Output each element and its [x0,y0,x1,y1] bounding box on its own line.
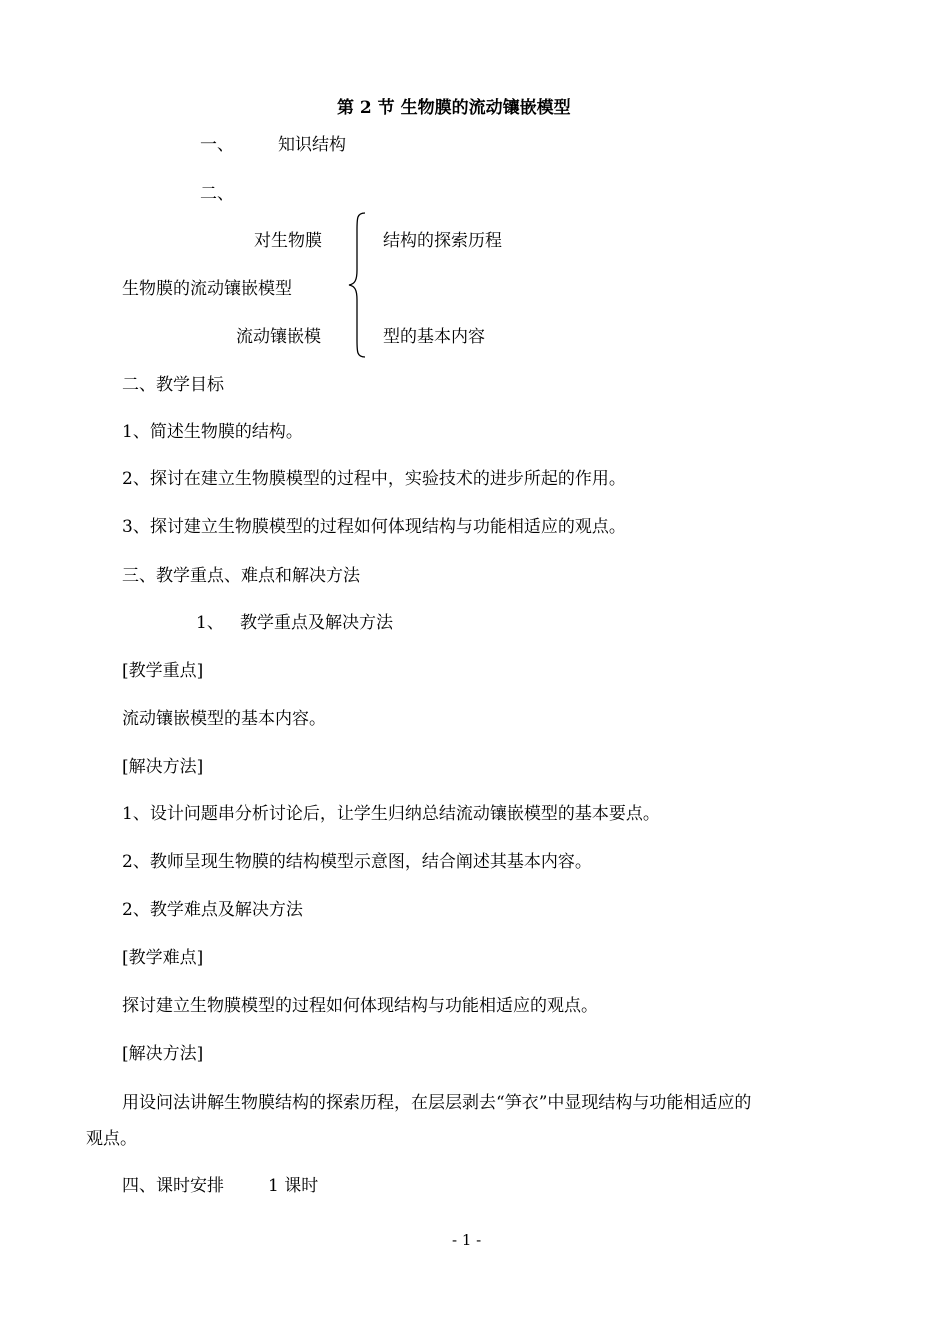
section-4-value: 1 课时 [268,1176,319,1196]
section-4-label: 四、课时安排 [122,1176,224,1196]
goal-item-3: 3、探讨建立生物膜模型的过程如何体现结构与功能相适应的观点。 [122,517,626,537]
subsection-1-number: 1、 [196,613,224,633]
section-2-heading: 二、教学目标 [122,375,224,395]
diagram-left-main: 生物膜的流动镶嵌模型 [122,279,292,299]
difficulty-text: 探讨建立生物膜模型的过程如何体现结构与功能相适应的观点。 [122,996,598,1016]
diagram-right-bottom: 型的基本内容 [383,327,485,347]
method-2-label: [解决方法] [122,1044,204,1064]
subsection-2-title: 2、教学难点及解决方法 [122,900,303,920]
method-2-text-line-2: 观点。 [86,1129,137,1149]
page-number: - 1 - [452,1231,482,1249]
method-item-1: 1、设计问题串分析讨论后，让学生归纳总结流动镶嵌模型的基本要点。 [122,804,660,824]
goal-item-2: 2、探讨在建立生物膜模型的过程中，实验技术的进步所起的作用。 [122,469,626,489]
difficulty-label: [教学难点] [122,948,204,968]
method-label: [解决方法] [122,757,204,777]
diagram-left-bottom: 流动镶嵌模 [236,327,321,347]
section-3-heading: 三、教学重点、难点和解决方法 [122,566,360,586]
key-point-text: 流动镶嵌模型的基本内容。 [122,709,326,729]
method-item-2: 2、教师呈现生物膜的结构模型示意图，结合阐述其基本内容。 [122,852,592,872]
curly-brace-icon [345,212,369,358]
diagram-right-top: 结构的探索历程 [383,231,502,251]
page-title: 第 2 节 生物膜的流动镶嵌模型 [337,98,571,118]
outline-1-number: 一、 [200,135,234,155]
subsection-1-title: 教学重点及解决方法 [240,613,393,633]
key-point-label: [教学重点] [122,661,204,681]
outline-2-number: 二、 [200,184,234,204]
outline-1-text: 知识结构 [278,135,346,155]
method-2-text-line-1: 用设问法讲解生物膜结构的探索历程，在层层剥去“笋衣”中显现结构与功能相适应的 [122,1093,752,1113]
goal-item-1: 1、简述生物膜的结构。 [122,422,303,442]
diagram-left-top: 对生物膜 [254,231,322,251]
